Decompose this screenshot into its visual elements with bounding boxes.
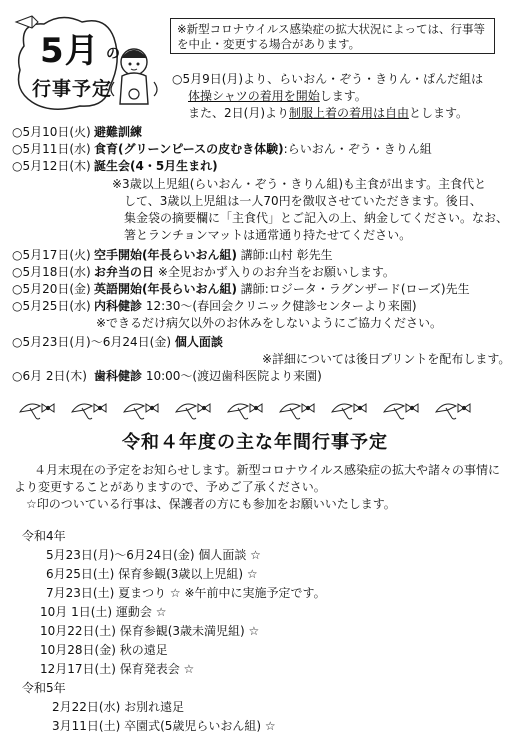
birthday-note-line: して、3歳以上児組は一人70円を徴収させていただきます。後日、 bbox=[124, 194, 482, 208]
event-title: 誕生会(4・5月生まれ) bbox=[94, 159, 218, 173]
event-date: ○5月20日(金) bbox=[12, 282, 91, 296]
annual-event: 3月11日(土) 卒園式(5歳児らいおん組) ☆ bbox=[52, 719, 276, 733]
year-label: 令和5年 bbox=[22, 681, 66, 695]
covid-notice-box: ※新型コロナウイルス感染症の拡大状況によっては、行事等を中止・変更する場合があります。 bbox=[170, 18, 495, 54]
annual-intro-line: より変更することがありますので、予めご了承ください。 bbox=[14, 480, 326, 494]
badge-title: 行事予定 bbox=[32, 78, 113, 100]
event-title: 個人面談 bbox=[174, 335, 223, 349]
event-date: ○6月 2日(木) bbox=[12, 369, 87, 383]
birthday-note-line: 集金袋の摘要欄に「主食代」とご記入の上、納金してください。なお、 bbox=[124, 211, 509, 225]
event-row bbox=[12, 264, 504, 281]
event-title: 歯科健診 bbox=[94, 369, 143, 383]
event-title: お弁当の日 bbox=[94, 265, 155, 279]
event-date: ○5月23日(月)〜6月24日(金) bbox=[12, 335, 172, 349]
health-note: ※できるだけ病欠以外のお休みをしないようにご協力ください。 bbox=[96, 316, 443, 330]
event-date: ○5月11日(水) bbox=[12, 142, 91, 156]
event-row bbox=[12, 124, 504, 141]
event-detail: 講師:ロジータ・ラグンザード(ローズ)先生 bbox=[236, 282, 470, 296]
umbrella-ribbon-divider-icon bbox=[18, 398, 492, 420]
event-row bbox=[12, 281, 504, 298]
event-row bbox=[12, 334, 504, 351]
annual-intro-line: ☆印のついている行事は、保護者の方にも参加をお願いいたします。 bbox=[26, 497, 396, 511]
annual-event: 10月22日(土) 保育参観(3歳未満児組) ☆ bbox=[40, 624, 260, 638]
title-badge bbox=[10, 10, 166, 116]
announcement-line-3-rest: とします。 bbox=[409, 106, 469, 120]
event-row bbox=[12, 368, 504, 385]
announcement-line-1: ○5月9日(月)より、らいおん・ぞう・きりん・ぱんだ組は bbox=[172, 72, 484, 86]
event-detail: ※全児おかず入りのお弁当をお願いします。 bbox=[154, 265, 395, 279]
event-row bbox=[12, 298, 504, 315]
annual-schedule-title: 令和４年度の主な年間行事予定 bbox=[122, 432, 388, 453]
event-date: ○5月10日(火) bbox=[12, 125, 91, 139]
announcement-line-3-pre: また、2日(月)より bbox=[188, 106, 289, 120]
birthday-note-line: 箸とランチョンマットは通常通り持たせてください。 bbox=[124, 228, 412, 242]
announcement-line-3 bbox=[188, 105, 510, 122]
annual-event: 7月23日(土) 夏まつり ☆ ※午前中に実施予定です。 bbox=[46, 586, 326, 600]
event-detail: 講師:山村 彰先生 bbox=[236, 248, 333, 262]
annual-event: 5月23日(月)〜6月24日(金) 個人面談 ☆ bbox=[46, 548, 261, 562]
annual-event: 10月28日(金) 秋の遠足 bbox=[40, 643, 168, 657]
event-detail: 10:00〜(渡辺歯科医院より来園) bbox=[142, 369, 322, 383]
announcement-line-2-rest: します。 bbox=[319, 89, 367, 103]
annual-event: 12月17日(土) 保育発表会 ☆ bbox=[40, 662, 195, 676]
annual-event: 6月25日(土) 保育参観(3歳以上児組) ☆ bbox=[46, 567, 258, 581]
year-label: 令和4年 bbox=[22, 529, 66, 543]
badge-no: の bbox=[106, 46, 120, 62]
event-detail: 12:30〜(春回会クリニック健診センターより来園) bbox=[142, 299, 417, 313]
event-title: 食育(グリーンピースの皮むき体験) bbox=[94, 142, 284, 156]
event-date: ○5月12日(木) bbox=[12, 159, 91, 173]
event-date: ○5月17日(火) bbox=[12, 248, 91, 262]
announcement-line-2 bbox=[188, 88, 510, 105]
event-date: ○5月25日(水) bbox=[12, 299, 91, 313]
event-date: ○5月18日(水) bbox=[12, 265, 91, 279]
annual-intro-line: ４月末現在の予定をお知らせします。新型コロナウイルス感染症の拡大や諸々の事情に bbox=[34, 463, 500, 477]
event-row bbox=[12, 247, 504, 264]
event-row bbox=[12, 141, 504, 158]
annual-event: 2月22日(水) お別れ遠足 bbox=[52, 700, 185, 714]
uniform-free: 制服上着の着用は自由 bbox=[289, 106, 410, 120]
event-detail: :らいおん・ぞう・きりん組 bbox=[283, 142, 432, 156]
birthday-note-line: ※3歳以上児組(らいおん・ぞう・きりん組)も主食が出ます。主食代と bbox=[112, 177, 487, 191]
event-title: 英語開始(年長らいおん組) bbox=[94, 282, 237, 296]
interview-note: ※詳細については後日プリントを配布します。 bbox=[262, 352, 510, 366]
event-title: 内科健診 bbox=[94, 299, 143, 313]
event-title: 避難訓練 bbox=[94, 125, 143, 139]
event-title: 空手開始(年長らいおん組) bbox=[94, 248, 237, 262]
event-row bbox=[12, 158, 504, 175]
annual-event: 10月 1日(土) 運動会 ☆ bbox=[40, 605, 167, 619]
gym-shirt-start: 体操シャツの着用を開始 bbox=[188, 89, 320, 103]
badge-month: 5月 bbox=[40, 31, 100, 71]
